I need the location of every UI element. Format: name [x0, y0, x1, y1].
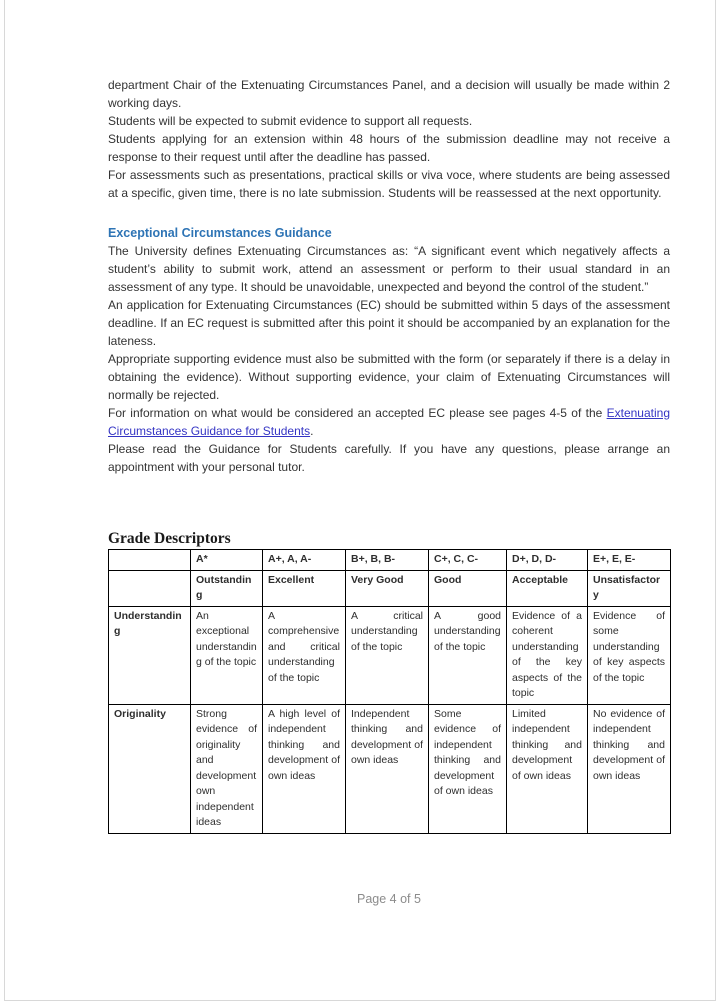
link-prefix-text: For information on what would be considered an accepted EC please see pages 4-5 of the: [108, 406, 607, 420]
descriptor-cell: Some evidence of independent thinking and development of own ideas: [429, 704, 507, 833]
descriptor-cell: An exceptional understanding of the topic: [191, 606, 263, 704]
document-content: [5, 0, 715, 908]
body-paragraph-with-link: [108, 404, 670, 440]
body-paragraph: department Chair of the Extenuating Circumstances Panel, and a decision will usually be made within 2 working days.: [108, 78, 670, 110]
descriptor-cell: Evidence of a coherent understanding of the key aspects of the topic: [507, 606, 588, 704]
link-suffix-text: .: [310, 424, 314, 438]
quality-header-cell: Outstanding: [191, 570, 263, 606]
table-corner-cell: [109, 550, 191, 571]
descriptor-cell: Independent thinking and development of own ideas: [346, 704, 429, 833]
grade-header-cell: B+, B, B-: [346, 550, 429, 571]
quality-header-cell: Excellent: [263, 570, 346, 606]
table-row-understanding: [109, 606, 671, 704]
quality-header-row: [109, 570, 671, 606]
table-corner-cell: [109, 570, 191, 606]
descriptor-cell: No evidence of independent thinking and development of own ideas: [588, 704, 671, 833]
page-number: Page 4 of 5: [357, 891, 421, 906]
grade-header-cell: A+, A, A-: [263, 550, 346, 571]
descriptor-cell: A critical understanding of the topic: [346, 606, 429, 704]
grade-header-cell: D+, D, D-: [507, 550, 588, 571]
body-paragraph: Students applying for an extension within 48 hours of the submission deadline may not receive a response to their request until after the deadline has passed.: [108, 132, 670, 164]
descriptor-cell: Strong evidence of originality and development own independent ideas: [191, 704, 263, 833]
document-page: [4, 0, 716, 1001]
body-paragraph: Please read the Guidance for Students carefully. If you have any questions, please arrange an appointment with your personal tutor.: [108, 442, 670, 474]
grade-header-cell: C+, C, C-: [429, 550, 507, 571]
table-row-originality: [109, 704, 671, 833]
grade-header-row: [109, 550, 671, 571]
quality-header-cell: Good: [429, 570, 507, 606]
quality-header-cell: Acceptable: [507, 570, 588, 606]
body-paragraph: Students will be expected to submit evidence to support all requests.: [108, 114, 473, 128]
body-paragraph: An application for Extenuating Circumstances (EC) should be submitted within 5 days of the assessment deadline. If an EC request is submitted after this point it should be accompanied by an explanation for the lateness.: [108, 298, 670, 348]
ec-guidance-heading: Exceptional Circumstances Guidance: [108, 226, 332, 240]
grade-header-cell: A*: [191, 550, 263, 571]
body-paragraph: For assessments such as presentations, practical skills or viva voce, where students are being assessed at a specific, given time, there is no late submission. Students will be reassessed at the next opportunity.: [108, 168, 670, 200]
body-paragraph: The University defines Extenuating Circumstances as: “A significant event which negatively affects a student’s ability to submit work, attend an assessment or perform to their usual standard in an assessment of any type. It should be unavoidable, unexpected and beyond the control of the student.”: [108, 244, 670, 294]
quality-header-cell: Unsatisfactory: [588, 570, 671, 606]
ec-guidance-link[interactable]: Extenuating Circumstances Guidance for Students: [108, 406, 670, 438]
descriptor-cell: A comprehensive and critical understanding of the topic: [263, 606, 346, 704]
grade-descriptors-title: Grade Descriptors: [108, 530, 231, 547]
quality-header-cell: Very Good: [346, 570, 429, 606]
row-label-cell: Originality: [109, 704, 191, 833]
descriptor-cell: Evidence of some understanding of key aspects of the topic: [588, 606, 671, 704]
grade-descriptors-table: [108, 549, 671, 834]
descriptor-cell: A high level of independent thinking and development of own ideas: [263, 704, 346, 833]
row-label-cell: Understanding: [109, 606, 191, 704]
descriptor-cell: A good understanding of the topic: [429, 606, 507, 704]
grade-header-cell: E+, E, E-: [588, 550, 671, 571]
descriptor-cell: Limited independent thinking and development of own ideas: [507, 704, 588, 833]
body-paragraph: Appropriate supporting evidence must also be submitted with the form (or separately if there is a delay in obtaining the evidence). Without supporting evidence, your claim of Extenuating Circumstances will normally be rejected.: [108, 352, 670, 402]
